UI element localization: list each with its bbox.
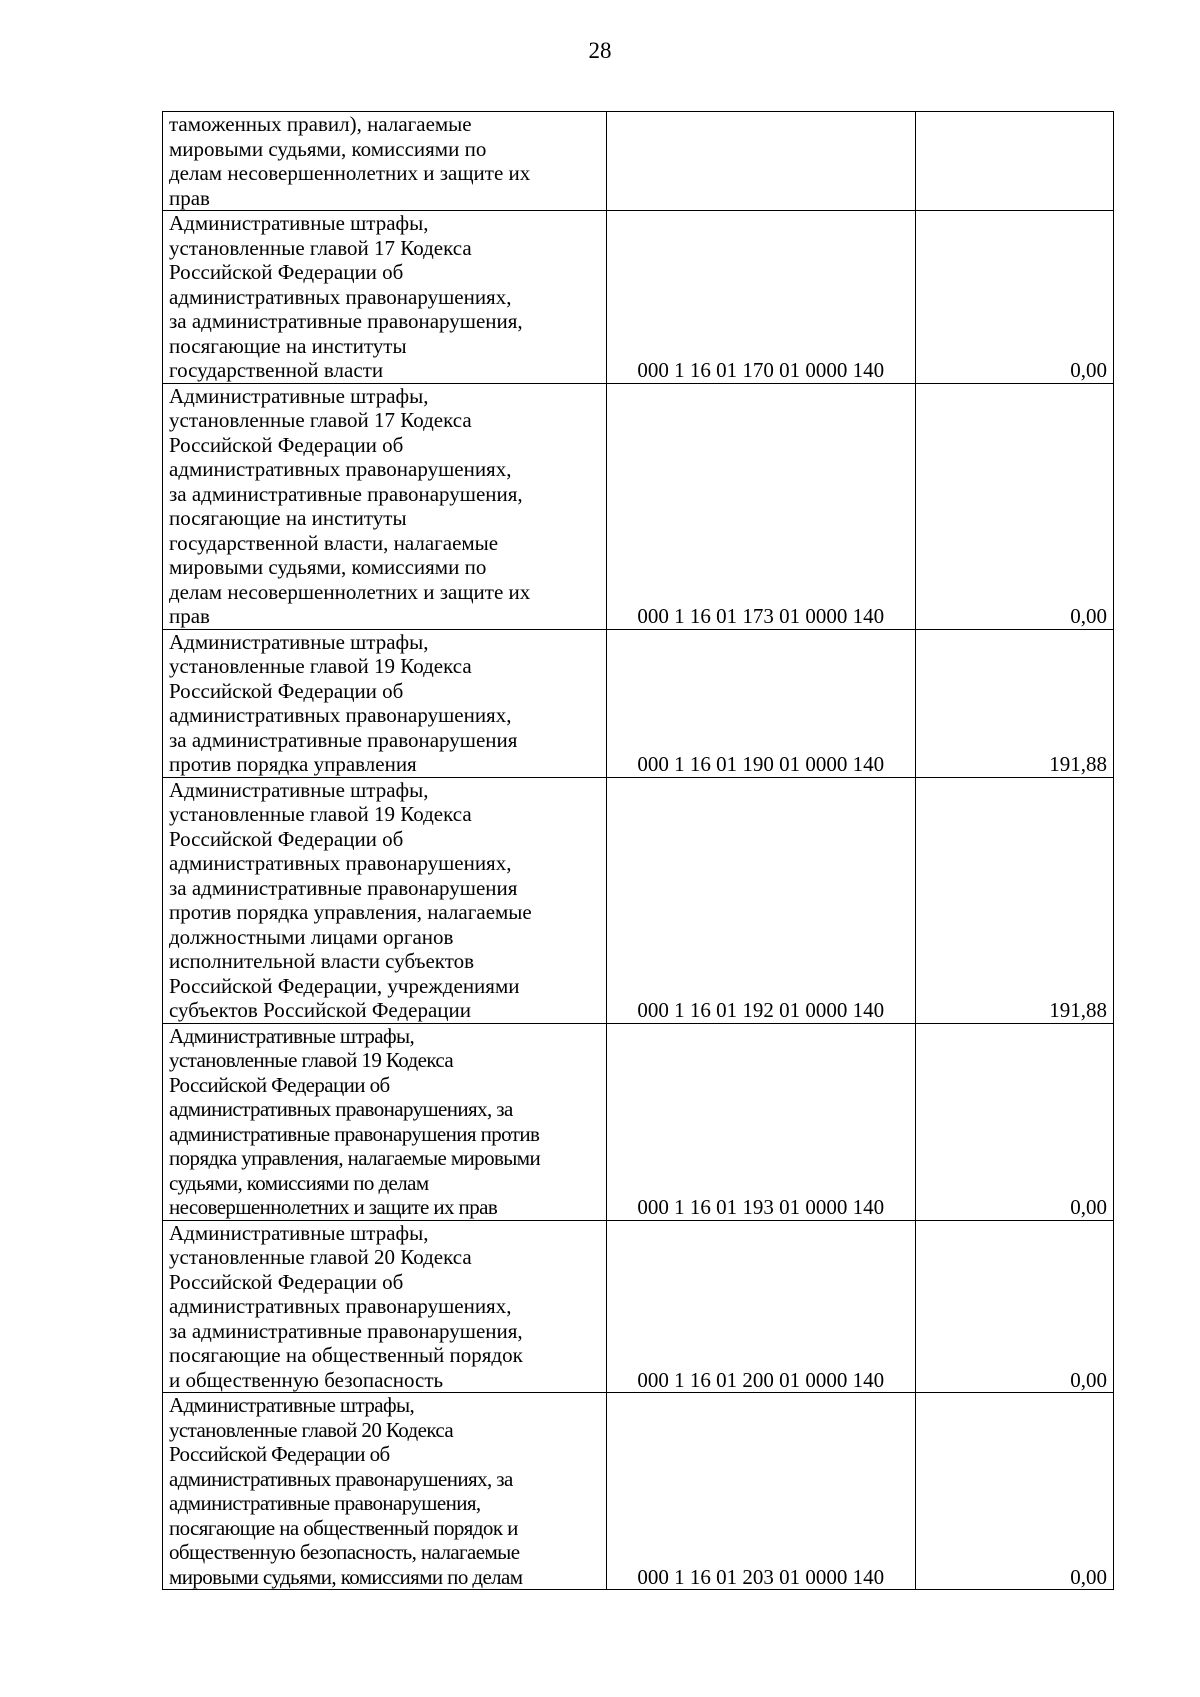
description-line: мировыми судьями, комиссиями по: [169, 555, 487, 579]
description-line: Административные штрафы,: [169, 1393, 415, 1417]
amount-value: 0,00: [915, 383, 1113, 629]
description-line: установленные главой 17 Кодекса: [169, 408, 472, 432]
table-row: [163, 1220, 1114, 1393]
description-line: установленные главой 17 Кодекса: [169, 235, 472, 260]
description-line: делам несовершеннолетних и защите их: [169, 579, 531, 604]
description-line: мировыми судьями, комиссиями по делам: [169, 1564, 523, 1589]
amount-value: 0,00: [915, 1220, 1113, 1393]
description-line: установленные главой 20 Кодекса: [169, 1245, 472, 1269]
description-line: порядка управления, налагаемые мировыми: [169, 1146, 541, 1170]
table-row: [163, 777, 1114, 1023]
revenue-description: [163, 1220, 607, 1393]
description-line: посягающие на общественный порядок и: [169, 1515, 518, 1540]
description-line: Административные штрафы,: [169, 629, 429, 654]
description-line: установленные главой 19 Кодекса: [169, 1048, 454, 1072]
description-line: государственной власти: [169, 358, 384, 382]
description-line: прав: [169, 604, 210, 628]
revenue-description: [163, 211, 607, 384]
table-row: [163, 1393, 1114, 1590]
description-line: за административные правонарушения,: [169, 1318, 523, 1343]
description-line: Российской Федерации об: [169, 1072, 390, 1097]
revenue-description: [163, 1393, 607, 1590]
table-row: [163, 629, 1114, 777]
description-line: за административные правонарушения,: [169, 481, 523, 506]
description-line: посягающие на институты: [169, 333, 407, 358]
revenue-description: [163, 112, 607, 211]
description-line: административные правонарушения,: [169, 1491, 481, 1515]
amount-value: [915, 112, 1113, 211]
description-line: делам несовершеннолетних и защите их: [169, 161, 531, 185]
revenue-description: [163, 777, 607, 1023]
budget-classification-code: 000 1 16 01 200 01 0000 140: [606, 1220, 915, 1393]
budget-classification-code: 000 1 16 01 170 01 0000 140: [606, 211, 915, 384]
description-line: административных правонарушениях, за: [169, 1466, 513, 1491]
description-line: установленные главой 19 Кодекса: [169, 802, 472, 826]
description-line: субъектов Российской Федерации: [169, 998, 472, 1022]
revenue-description: [163, 1023, 607, 1220]
amount-value: 191,88: [915, 629, 1113, 777]
revenue-table: [162, 111, 1114, 1590]
budget-classification-code: 000 1 16 01 190 01 0000 140: [606, 629, 915, 777]
amount-value: 0,00: [915, 211, 1113, 384]
description-line: административных правонарушениях,: [169, 1294, 512, 1318]
description-line: посягающие на общественный порядок: [169, 1343, 523, 1367]
amount-value: 0,00: [915, 1393, 1113, 1590]
table-row: [163, 383, 1114, 629]
description-line: Российской Федерации об: [169, 826, 404, 851]
description-line: Административные штрафы,: [169, 777, 429, 802]
description-line: должностными лицами органов: [169, 924, 454, 949]
description-line: административных правонарушениях,: [169, 457, 512, 481]
description-line: административные правонарушения против: [169, 1121, 540, 1146]
amount-value: 191,88: [915, 777, 1113, 1023]
budget-classification-code: 000 1 16 01 203 01 0000 140: [606, 1393, 915, 1590]
table-row: [163, 211, 1114, 384]
description-line: Административные штрафы,: [169, 1023, 415, 1048]
description-line: административных правонарушениях,: [169, 703, 512, 727]
description-line: Российской Федерации об: [169, 1442, 390, 1466]
description-line: административных правонарушениях,: [169, 284, 512, 309]
description-line: за административные правонарушения: [169, 875, 518, 900]
description-line: Административные штрафы,: [169, 383, 429, 408]
description-line: против порядка управления: [169, 752, 417, 776]
page-number: 28: [588, 38, 612, 63]
budget-classification-code: 000 1 16 01 193 01 0000 140: [606, 1023, 915, 1220]
description-line: за административные правонарушения: [169, 727, 518, 752]
description-line: государственной власти, налагаемые: [169, 530, 499, 555]
description-line: несовершеннолетних и защите их прав: [169, 1195, 498, 1219]
description-line: Российской Федерации об: [169, 678, 404, 703]
table-row: [163, 1023, 1114, 1220]
description-line: посягающие на институты: [169, 506, 407, 530]
description-line: общественную безопасность, налагаемые: [169, 1540, 520, 1564]
budget-classification-code: 000 1 16 01 173 01 0000 140: [606, 383, 915, 629]
description-line: Административные штрафы,: [169, 211, 429, 235]
description-line: административных правонарушениях,: [169, 851, 512, 875]
description-line: за административные правонарушения,: [169, 309, 523, 333]
description-line: установленные главой 20 Кодекса: [169, 1417, 454, 1442]
description-line: Административные штрафы,: [169, 1220, 429, 1245]
description-line: прав: [169, 185, 210, 210]
amount-value: 0,00: [915, 1023, 1113, 1220]
description-line: Российской Федерации об: [169, 1269, 404, 1294]
description-line: судьями, комиссиями по делам: [169, 1170, 429, 1195]
description-line: исполнительной власти субъектов: [169, 949, 475, 973]
budget-classification-code: 000 1 16 01 192 01 0000 140: [606, 777, 915, 1023]
description-line: против порядка управления, налагаемые: [169, 900, 532, 924]
revenue-description: [163, 383, 607, 629]
description-line: таможенных правил), налагаемые: [169, 112, 472, 136]
description-line: административных правонарушениях, за: [169, 1097, 513, 1121]
description-line: Российской Федерации об: [169, 432, 404, 457]
table-row: [163, 112, 1114, 211]
description-line: мировыми судьями, комиссиями по: [169, 136, 487, 161]
budget-classification-code: [606, 112, 915, 211]
revenue-description: [163, 629, 607, 777]
description-line: и общественную безопасность: [169, 1367, 444, 1392]
description-line: Российской Федерации об: [169, 260, 404, 284]
description-line: Российской Федерации, учреждениями: [169, 973, 520, 998]
description-line: установленные главой 19 Кодекса: [169, 654, 472, 678]
